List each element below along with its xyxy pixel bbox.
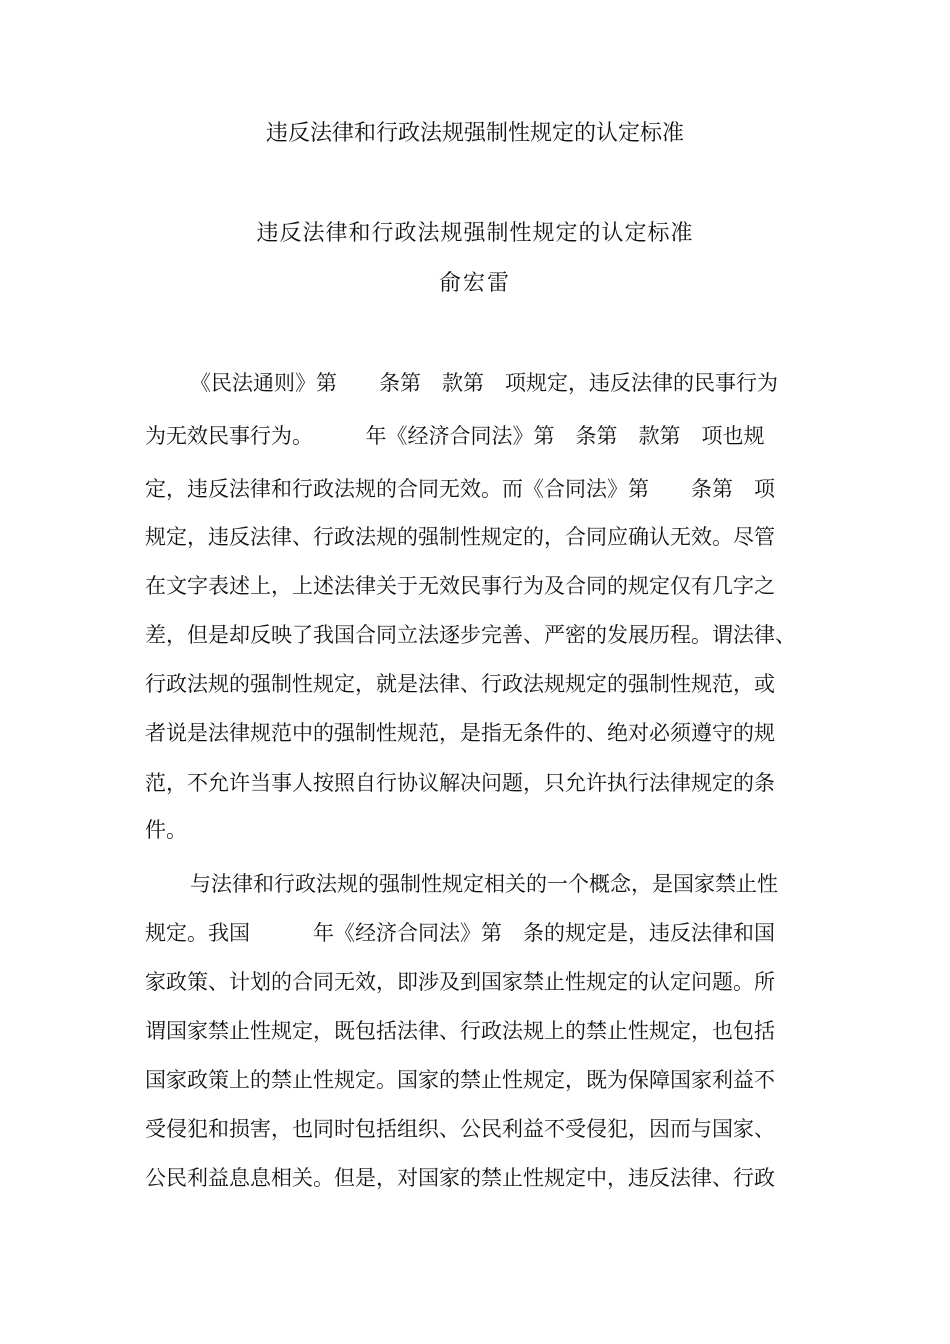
paragraph-line: 与法律和行政法规的强制性规定相关的一个概念，是国家禁止性 [190,872,778,896]
paragraph-line: 为无效民事行为。 年《经济合同法》第 条第 款第 项也规 [145,424,765,448]
paragraph-line: 定，违反法律和行政法规的合同无效。而《合同法》第 条第 项 [145,477,775,501]
paragraph-line: 范，不允许当事人按照自行协议解决问题，只允许执行法律规定的条 [145,771,775,795]
paragraph-line: 公民利益息息相关。但是，对国家的禁止性规定中，违反法律、行政 [145,1166,775,1190]
paragraph-line: 件。 [145,818,187,842]
paragraph-line: 行政法规的强制性规定，就是法律、行政法规规定的强制性规范，或 [145,672,775,696]
paragraph-line: 者说是法律规范中的强制性规范，是指无条件的、绝对必须遵守的规 [145,721,775,745]
paragraph-line: 谓国家禁止性规定，既包括法律、行政法规上的禁止性规定，也包括 [145,1019,775,1043]
paragraph-line: 规定，违反法律、行政法规的强制性规定的，合同应确认无效。尽管 [145,525,775,549]
paragraph-line: 受侵犯和损害，也同时包括组织、公民利益不受侵犯，因而与国家、 [145,1117,775,1141]
paragraph-line: 差，但是却反映了我国合同立法逐步完善、严密的发展历程。谓法律、 [145,623,796,647]
article-title: 违反法律和行政法规强制性规定的认定标准 [256,221,694,246]
paragraph-line: 家政策、计划的合同无效，即涉及到国家禁止性规定的认定问题。所 [145,970,775,994]
document-title: 违反法律和行政法规强制性规定的认定标准 [265,121,684,146]
paragraph-line: 规定。我国 年《经济合同法》第 条的规定是，违反法律和国 [145,921,775,945]
paragraph-line: 《民法通则》第 条第 款第 项规定，违反法律的民事行为 [190,371,778,395]
paragraph-line: 在文字表述上，上述法律关于无效民事行为及合同的规定仅有几字之 [145,574,775,598]
author-name: 俞宏雷 [438,271,511,296]
paragraph-line: 国家政策上的禁止性规定。国家的禁止性规定，既为保障国家利益不 [145,1068,775,1092]
